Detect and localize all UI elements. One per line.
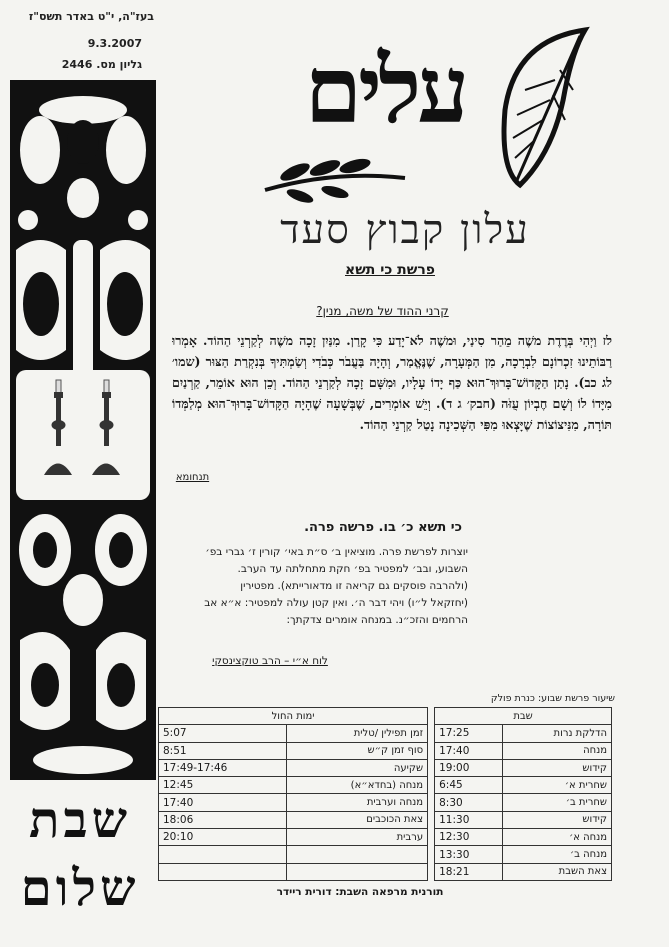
article-source: תנחומא [175,472,210,483]
weekday-item-name: סוף זמן ק״ש [286,742,428,759]
gregorian-date: 9.3.2007 [87,37,142,50]
shabbat-item-name: הדלקת נרות [503,725,612,742]
weekday-item-name: מנחה (בחדא״א) [286,777,428,794]
table-header-row [159,708,612,725]
ornament-pattern-icon [10,80,156,780]
shabbat-item-time: 19:00 [435,759,503,776]
shabbat-item-time: 11:30 [435,811,503,828]
weekday-item-time: 8:51 [159,742,287,759]
weekday-item-time [159,846,287,863]
shabbat-header: שבת [435,708,612,725]
footer-nurse: תורנית מרפאה השבת: דורית ריידר [276,886,444,898]
weekday-item-time: 5:07 [159,725,287,742]
table-row [159,811,612,828]
shabbat-greeting-line1: שבת [29,790,131,849]
shabbat-item-time: 8:30 [435,794,503,811]
weekday-item-name: מנחה וערבית [286,794,428,811]
table-row [159,777,612,794]
shabbat-item-name: מנחה ב׳ [503,846,612,863]
notice-credit: לוח א״י – הרב טוקצינסקי [212,655,328,667]
weekday-item-time: 12:45 [159,777,287,794]
shabbat-item-time: 18:21 [435,863,503,880]
column-gap [428,777,435,794]
column-gap [428,846,435,863]
lesson-line: שיעור פרשת שבוע: כנרת פולק [490,693,615,704]
notice-title: כי תשא כ׳ בו. פרשה פרה. [304,520,462,535]
schedule-table [158,707,612,881]
shabbat-item-time: 13:30 [435,846,503,863]
column-gap [428,759,435,776]
shabbat-item-time: 12:30 [435,829,503,846]
hebrew-date: בעז"ה, י"ט באדר תשס"ז [28,10,154,23]
column-gap [428,742,435,759]
table-row [159,725,612,742]
weekday-item-time: 17:40 [159,794,287,811]
shabbat-item-time: 17:40 [435,742,503,759]
column-gap [428,725,435,742]
shabbat-item-name: צאת השבת [503,863,612,880]
weekday-item-name: צאת הכוכבים [286,811,428,828]
masthead-title: עלים [304,36,466,144]
shabbat-item-time: 6:45 [435,777,503,794]
column-gap [428,811,435,828]
table-row [159,829,612,846]
article-body: לז וַיְהִי בְּרֶדֶת משֶׁה מֵהַר סִינַי, וּמשֶׁה לֹא־יָדַע כִּי קָרַן. מִנַּיִן זָכָה משֶׁה לְקַרְנֵי הַהוֹד. אָמְרוּ רַבּוֹתֵינוּ זִכְרוֹנָם לִבְרָכָה, מִן הַמְּעָרָה, שֶׁנֶּאֱמַר, וְהָיָה בַּעֲבֹר כְּבֹדִי וְשַׂמְתִּיךָ בְּנִקְרַת הַצּוּר (שמו׳ לג כב). נָתַן הַקָּדוֹשׁ־בָּרוּךְ־הוּא כַּף יָדוֹ עָלָיו, וּמִשָּׁם זָכָה לְקַרְנֵי הַהוֹד. וְכֵן הוּא אוֹמֵר, קַרְנַיִם מִיָּדוֹ לוֹ וְשָׁם חֶבְיוֹן עֻזֹּה (חבק׳ ג ד). וְיֵשׁ אוֹמְרִים, שֶׁבְּשָׁעָה שֶׁהָיָה הַקָּדוֹשׁ־בָּרוּךְ־הוּא מְלַמְּדוֹ תּוֹרָה, מִנִּיצוֹצוֹת שֶׁיָּצְאוּ מִפִּי הַשְּׁכִינָה נָטַל קַרְנֵי הַהוֹד. [172,333,612,432]
shabbat-item-name: שחרית ב׳ [503,794,612,811]
weekday-item-time: 18:06 [159,811,287,828]
column-gap [428,794,435,811]
shabbat-item-name: מנחה א׳ [503,829,612,846]
parasha-title: פרשת כי תשא [345,262,435,278]
weekday-header: ימות החול [159,708,428,725]
ornamental-band [10,80,156,780]
weekday-item-name: זמן תפילין /טלית [286,725,428,742]
table-row [159,759,612,776]
shabbat-greeting-line2: שלום [20,858,140,917]
weekday-item-time: 20:10 [159,829,287,846]
weekday-item-name [286,863,428,880]
table-row [159,742,612,759]
table-row [159,863,612,880]
weekday-item-name [286,846,428,863]
weekday-item-name: שקיעה [286,759,428,776]
article-title: קרני ההוד של משה, מנין? [316,304,449,318]
masthead-subtitle: עלון קבוץ סעד [280,207,530,253]
shabbat-item-time: 17:25 [435,725,503,742]
weekday-item-name: ערבית [286,829,428,846]
issue-number: גליון מס. 2446 [61,58,142,71]
table-row [159,846,612,863]
shabbat-item-name: קידוש [503,811,612,828]
column-gap [428,829,435,846]
weekday-item-time [159,863,287,880]
shabbat-item-name: מנחה [503,742,612,759]
column-gap [428,863,435,880]
notice-body: יוצרות לפרשת פרה. מוציאין ב׳ ס״ת באי׳ קורין ז׳ גברי בפ׳ השבוע, ובב׳ למפטיר בפ׳ חקת מתחלתה עד הערב. (ולהרבה פוסקים גם קריאה זו מדאורייתא). מפטירין (יחזקאל ל״ו) ויהי דבר ה׳. ואין קטן עולה למפטיר: א״א אב הרחמים והזכ״נ. במנחה אומרים צדקתך: [204,546,468,626]
shabbat-item-name: קידוש [503,759,612,776]
weekday-item-time: 17:49-17:46 [159,759,287,776]
table-row [159,794,612,811]
shabbat-item-name: שחרית א׳ [503,777,612,794]
